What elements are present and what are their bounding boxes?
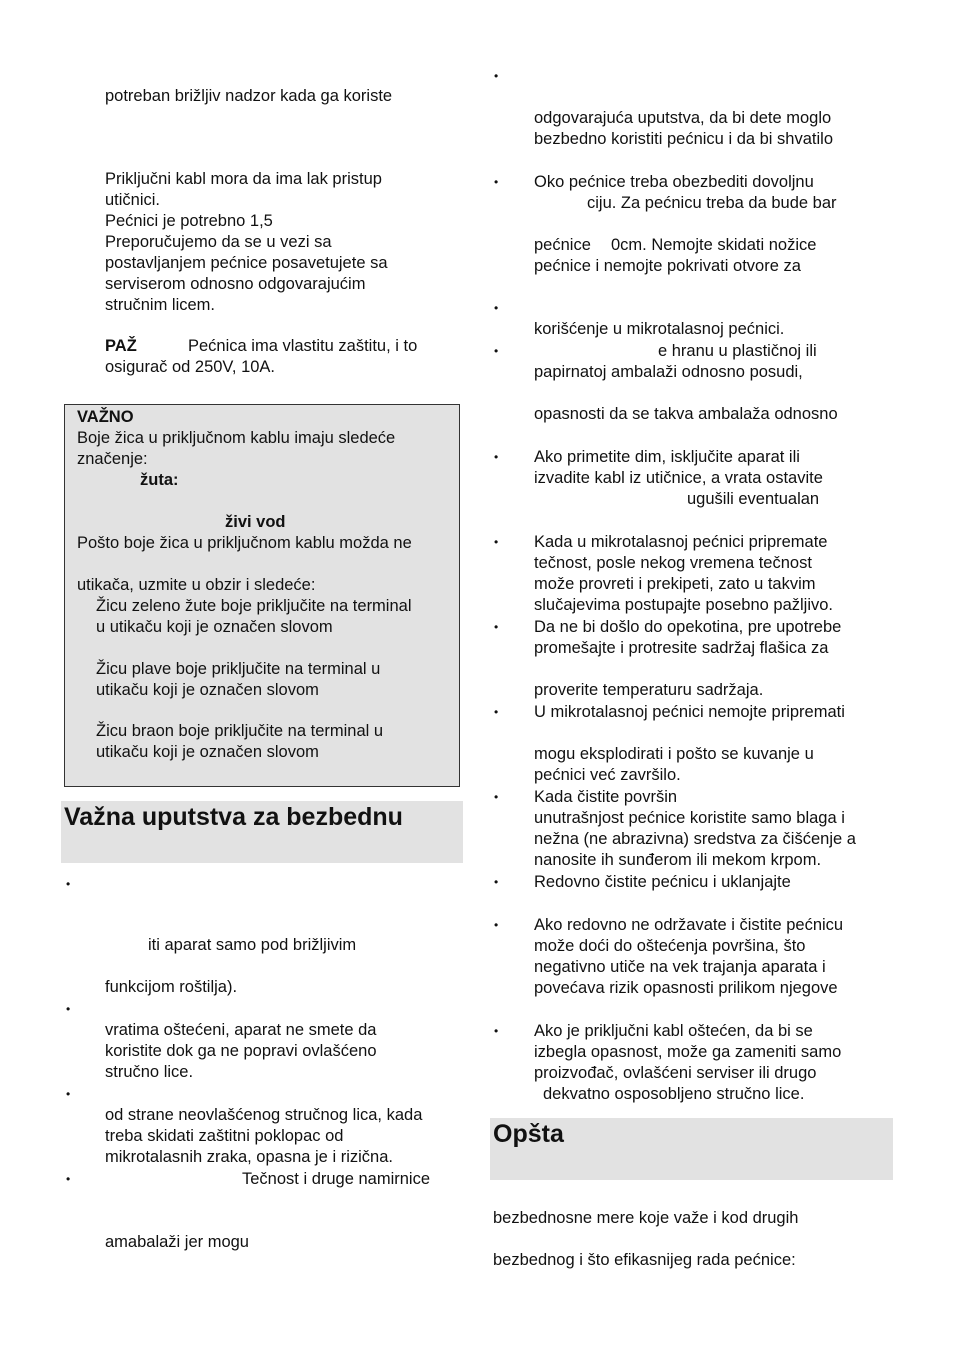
right-r11: Ako redovno ne održavate i čistite pećnicu bbox=[534, 916, 844, 934]
right-r7: promešajte i protresite sadržaj flašica za bbox=[534, 639, 829, 657]
wire-live-label: živi vod bbox=[225, 513, 286, 531]
left-p2-line: stručnim licem. bbox=[105, 296, 216, 314]
right-g2: bezbednog i što efikasnijeg rada pećnice: bbox=[493, 1251, 796, 1269]
bullet: • bbox=[494, 620, 499, 634]
section-heading-general: Opšta bbox=[493, 1120, 564, 1148]
left-p2-line: utičnici. bbox=[105, 191, 161, 209]
right-r9: unutrašnjost pećnice koristite samo blaga i bbox=[534, 809, 845, 827]
bullet: • bbox=[66, 1002, 71, 1016]
bullet: • bbox=[494, 875, 499, 889]
bullet: • bbox=[494, 175, 499, 189]
important-line: utikača, uzmite u obzir i sledeće: bbox=[77, 576, 316, 594]
right-r1: odgovarajuća uputstva, da bi dete moglo bbox=[534, 109, 832, 127]
right-r9: Kada čistite površin bbox=[534, 788, 678, 806]
important-title: VAŽNO bbox=[77, 408, 134, 426]
wire-rule: Žicu braon boje priključite na terminal u bbox=[96, 722, 384, 740]
important-line: Pošto boje žica u priključnom kablu možda ne bbox=[77, 534, 412, 552]
left-p2-line: Pećnici je potrebno 1,5 bbox=[105, 212, 273, 230]
right-r12: Ako je priključni kabl oštećen, da bi se bbox=[534, 1022, 813, 1040]
left-s3: treba skidati zaštitni poklopac od bbox=[105, 1127, 344, 1145]
right-r5: Ako primetite dim, isključite aparat ili bbox=[534, 448, 800, 466]
right-r9: nanosite ih sunđerom ili mekom krpom. bbox=[534, 851, 822, 869]
bullet: • bbox=[494, 535, 499, 549]
right-r10: Redovno čistite pećnicu i uklanjajte bbox=[534, 873, 791, 891]
wire-rule: u utikaču koji je označen slovom bbox=[96, 618, 333, 636]
bullet: • bbox=[494, 450, 499, 464]
left-p2-line: serviserom odnosno odgovarajućim bbox=[105, 275, 366, 293]
left-p2-line: Priključni kabl mora da ima lak pristup bbox=[105, 170, 382, 188]
wire-rule: Žicu plave boje priključite na terminal u bbox=[96, 660, 381, 678]
right-r6: Kada u mikrotalasnoj pećnici pripremate bbox=[534, 533, 828, 551]
left-p1: potreban brižljiv nadzor kada ga koriste bbox=[105, 87, 393, 105]
right-r8: mogu eksplodirati i pošto se kuvanje u bbox=[534, 745, 814, 763]
right-r5: ugušili eventualan bbox=[687, 490, 820, 508]
warning-line2: osigurač od 250V, 10A. bbox=[105, 358, 276, 376]
right-r12: dekvatno osposobljeno stručno lice. bbox=[543, 1085, 805, 1103]
right-r2: 0cm. Nemojte skidati nožice bbox=[611, 236, 817, 254]
wire-rule: Žicu zeleno žute boje priključite na terminal bbox=[96, 597, 412, 615]
right-r8: pećnici već završilo. bbox=[534, 766, 681, 784]
left-s2: koristite dok ga ne popravi ovlašćeno bbox=[105, 1042, 377, 1060]
bullet: • bbox=[494, 344, 499, 358]
right-r7: proverite temperaturu sadržaja. bbox=[534, 681, 764, 699]
left-s1: iti aparat samo pod brižljivim bbox=[148, 936, 357, 954]
right-r9: nežna (ne abrazivna) sredstva za čišćenje a bbox=[534, 830, 856, 848]
left-s3: mikrotalasnih zraka, opasna je i rizična. bbox=[105, 1148, 393, 1166]
left-p2-line: Preporučujemo da se u vezi sa bbox=[105, 233, 332, 251]
right-r2: ciju. Za pećnicu treba da bude bar bbox=[587, 194, 837, 212]
left-s4: amabalaži jer mogu bbox=[105, 1233, 249, 1251]
bullet: • bbox=[494, 918, 499, 932]
wire-yellow-label: žuta: bbox=[140, 471, 179, 489]
warning-text: Pećnica ima vlastitu zaštitu, i to bbox=[188, 337, 418, 355]
bullet: • bbox=[66, 877, 71, 891]
bullet: • bbox=[494, 301, 499, 315]
bullet: • bbox=[494, 790, 499, 804]
left-s2: stručno lice. bbox=[105, 1063, 194, 1081]
right-r11: povećava rizik opasnosti prilikom njegove bbox=[534, 979, 838, 997]
right-r2: pećnice i nemojte pokrivati otvore za bbox=[534, 257, 801, 275]
right-r11: može doći do oštećenja površina, što bbox=[534, 937, 806, 955]
right-r2: Oko pećnice treba obezbediti dovoljnu bbox=[534, 173, 814, 191]
right-r5: izvadite kabl iz utičnice, a vrata ostavite bbox=[534, 469, 823, 487]
right-r8: U mikrotalasnoj pećnici nemojte pripremati bbox=[534, 703, 845, 721]
left-s3: od strane neovlašćenog stručnog lica, kada bbox=[105, 1106, 423, 1124]
right-r12: izbegla opasnost, može ga zameniti samo bbox=[534, 1043, 842, 1061]
wire-rule: utikaču koji je označen slovom bbox=[96, 743, 319, 761]
bullet: • bbox=[494, 1024, 499, 1038]
right-r4: opasnosti da se takva ambalaža odnosno bbox=[534, 405, 838, 423]
bullet: • bbox=[494, 69, 499, 83]
important-line: Boje žica u priključnom kablu imaju sledeće bbox=[77, 429, 396, 447]
right-r6: tečnost, posle nekog vremena tečnost bbox=[534, 554, 812, 572]
wire-rule: utikaču koji je označen slovom bbox=[96, 681, 319, 699]
right-r6: slučajevima postupajte posebno pažljivo. bbox=[534, 596, 834, 614]
right-r12: proizvođač, ovlašćeni serviser ili drugo bbox=[534, 1064, 817, 1082]
right-r1: bezbedno koristiti pećnicu i da bi shvatilo bbox=[534, 130, 834, 148]
right-r3: korišćenje u mikrotalasnoj pećnici. bbox=[534, 320, 785, 338]
right-r4: e hranu u plastičnoj ili bbox=[658, 342, 817, 360]
right-r7: Da ne bi došlo do opekotina, pre upotrebe bbox=[534, 618, 842, 636]
right-g1: bezbednosne mere koje važe i kod drugih bbox=[493, 1209, 799, 1227]
bullet: • bbox=[66, 1172, 71, 1186]
left-p2-line: postavljanjem pećnice posavetujete sa bbox=[105, 254, 388, 272]
bullet: • bbox=[66, 1087, 71, 1101]
right-r2: pećnice bbox=[534, 236, 591, 254]
right-r6: može provreti i prekipeti, zato u takvim bbox=[534, 575, 816, 593]
right-r11: negativno utiče na vek trajanja aparata i bbox=[534, 958, 826, 976]
left-s1: funkcijom roštilja). bbox=[105, 978, 238, 996]
bullet: • bbox=[494, 705, 499, 719]
right-r4: papirnatoj ambalaži odnosno posudi, bbox=[534, 363, 803, 381]
left-s4: Tečnost i druge namirnice bbox=[242, 1170, 431, 1188]
section-heading-safety: Važna uputstva za bezbednu bbox=[64, 803, 403, 831]
left-s2: vratima oštećeni, aparat ne smete da bbox=[105, 1021, 377, 1039]
warning-label: PAŽ bbox=[105, 337, 137, 355]
important-line: značenje: bbox=[77, 450, 148, 468]
